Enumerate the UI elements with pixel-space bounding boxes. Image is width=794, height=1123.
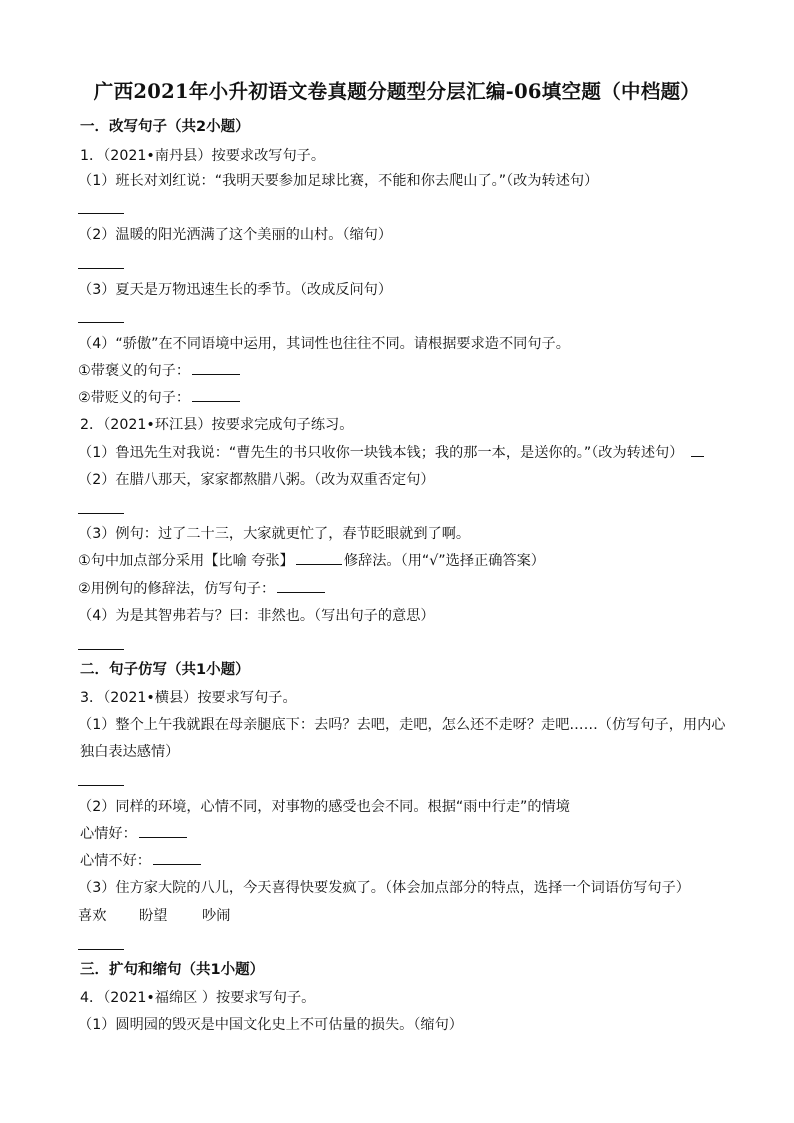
section-heading-expand-shrink: 三．扩句和缩句（共1小题） [80, 962, 265, 978]
question-4-part-1: （1）圆明园的毁灭是中国文化史上不可估量的损失。（缩句） [78, 1017, 463, 1033]
word-option-3: 吵闹 [202, 908, 231, 924]
question-3-part-2b [80, 851, 201, 871]
question-3-part-2: （2）同样的环境，心情不同，对事物的感受也会不同。根据“雨中行走”的情境 [78, 799, 570, 815]
question-1-part-3: （3）夏天是万物迅速生长的季节。（改成反问句） [78, 282, 393, 298]
answer-blank[interactable] [139, 825, 187, 838]
question-1-part-2: （2）温暖的阳光洒满了这个美丽的山村。（缩句） [78, 227, 393, 243]
question-2-heading: 2．（2021•环江县）按要求完成句子练习。 [80, 417, 354, 433]
question-3-part-2b-label: 心情不好： [80, 853, 151, 869]
question-2-part-3a-pre: ①句中加点部分采用【比喻 夸张】 [78, 553, 294, 569]
question-2-part-4: （4）为是其智弗若与？曰：非然也。（写出句子的意思） [78, 608, 435, 624]
page-title: 广西2021年小升初语文卷真题分题型分层汇编-06填空题（中档题） [93, 80, 701, 103]
question-2-part-2: （2）在腊八那天，家家都熬腊八粥。（改为双重否定句） [78, 472, 435, 488]
answer-blank[interactable] [192, 362, 240, 375]
section-heading-rewrite: 一．改写句子（共2小题） [80, 119, 250, 135]
question-2-part-3: （3）例句：过了二十三，大家就更忙了，春节眨眼就到了啊。 [78, 526, 471, 542]
question-3-part-1-line-2: 独白表达感情） [80, 744, 180, 760]
answer-blank[interactable] [78, 949, 124, 950]
question-2-part-1-text: （1）鲁迅先生对我说：“曹先生的书只收你一块钱本钱；我的那一本，是送你的。”（改为转述句） [78, 445, 684, 461]
question-3-part-2a [80, 824, 187, 844]
answer-blank[interactable] [78, 785, 124, 786]
answer-blank[interactable] [691, 444, 704, 457]
question-2-part-3a [78, 551, 545, 571]
question-2-part-3b-label: ②用例句的修辞法，仿写句子： [78, 581, 276, 597]
answer-blank[interactable] [78, 649, 124, 650]
answer-blank[interactable] [277, 580, 325, 593]
question-2-part-1 [78, 443, 704, 463]
question-3-heading: 3．（2021•横县）按要求写句子。 [80, 690, 297, 706]
question-1-part-1: （1）班长对刘红说：“我明天要参加足球比赛，不能和你去爬山了。”（改为转述句） [78, 173, 599, 189]
answer-blank[interactable] [78, 268, 124, 269]
answer-blank[interactable] [192, 389, 240, 402]
answer-blank[interactable] [78, 322, 124, 323]
answer-blank[interactable] [296, 552, 342, 565]
question-2-part-3b [78, 579, 325, 599]
question-1-part-4b [78, 388, 240, 408]
question-2-part-3a-post: 修辞法。（用“√”选择正确答案） [343, 553, 545, 569]
word-option-1: 喜欢 [78, 908, 107, 924]
question-1-part-4: （4）“骄傲”在不同语境中运用，其词性也往往不同。请根据要求造不同句子。 [78, 336, 570, 352]
word-option-2: 盼望 [139, 908, 168, 924]
question-1-part-4a-label: ①带褒义的句子： [78, 363, 191, 379]
question-1-part-4a [78, 361, 240, 381]
answer-blank[interactable] [78, 513, 124, 514]
question-3-part-1-line-1: （1）整个上午我就跟在母亲腿底下：去吗？去吧，走吧，怎么还不走呀？走吧……（仿写句子，用内心 [78, 717, 726, 733]
section-heading-imitation: 二．句子仿写（共1小题） [80, 662, 250, 678]
answer-blank[interactable] [78, 213, 124, 214]
question-3-part-2a-label: 心情好： [80, 826, 137, 842]
question-4-heading: 4．（2021•福绵区 ）按要求写句子。 [80, 990, 316, 1006]
answer-blank[interactable] [153, 852, 201, 865]
question-1-part-4b-label: ②带贬义的句子： [78, 390, 191, 406]
question-1-heading: 1．（2021•南丹县）按要求改写句子。 [80, 148, 326, 164]
question-3-part-3: （3）住方家大院的八儿，今天喜得快要发疯了。（体会加点部分的特点，选择一个词语仿写句子） [78, 880, 690, 896]
